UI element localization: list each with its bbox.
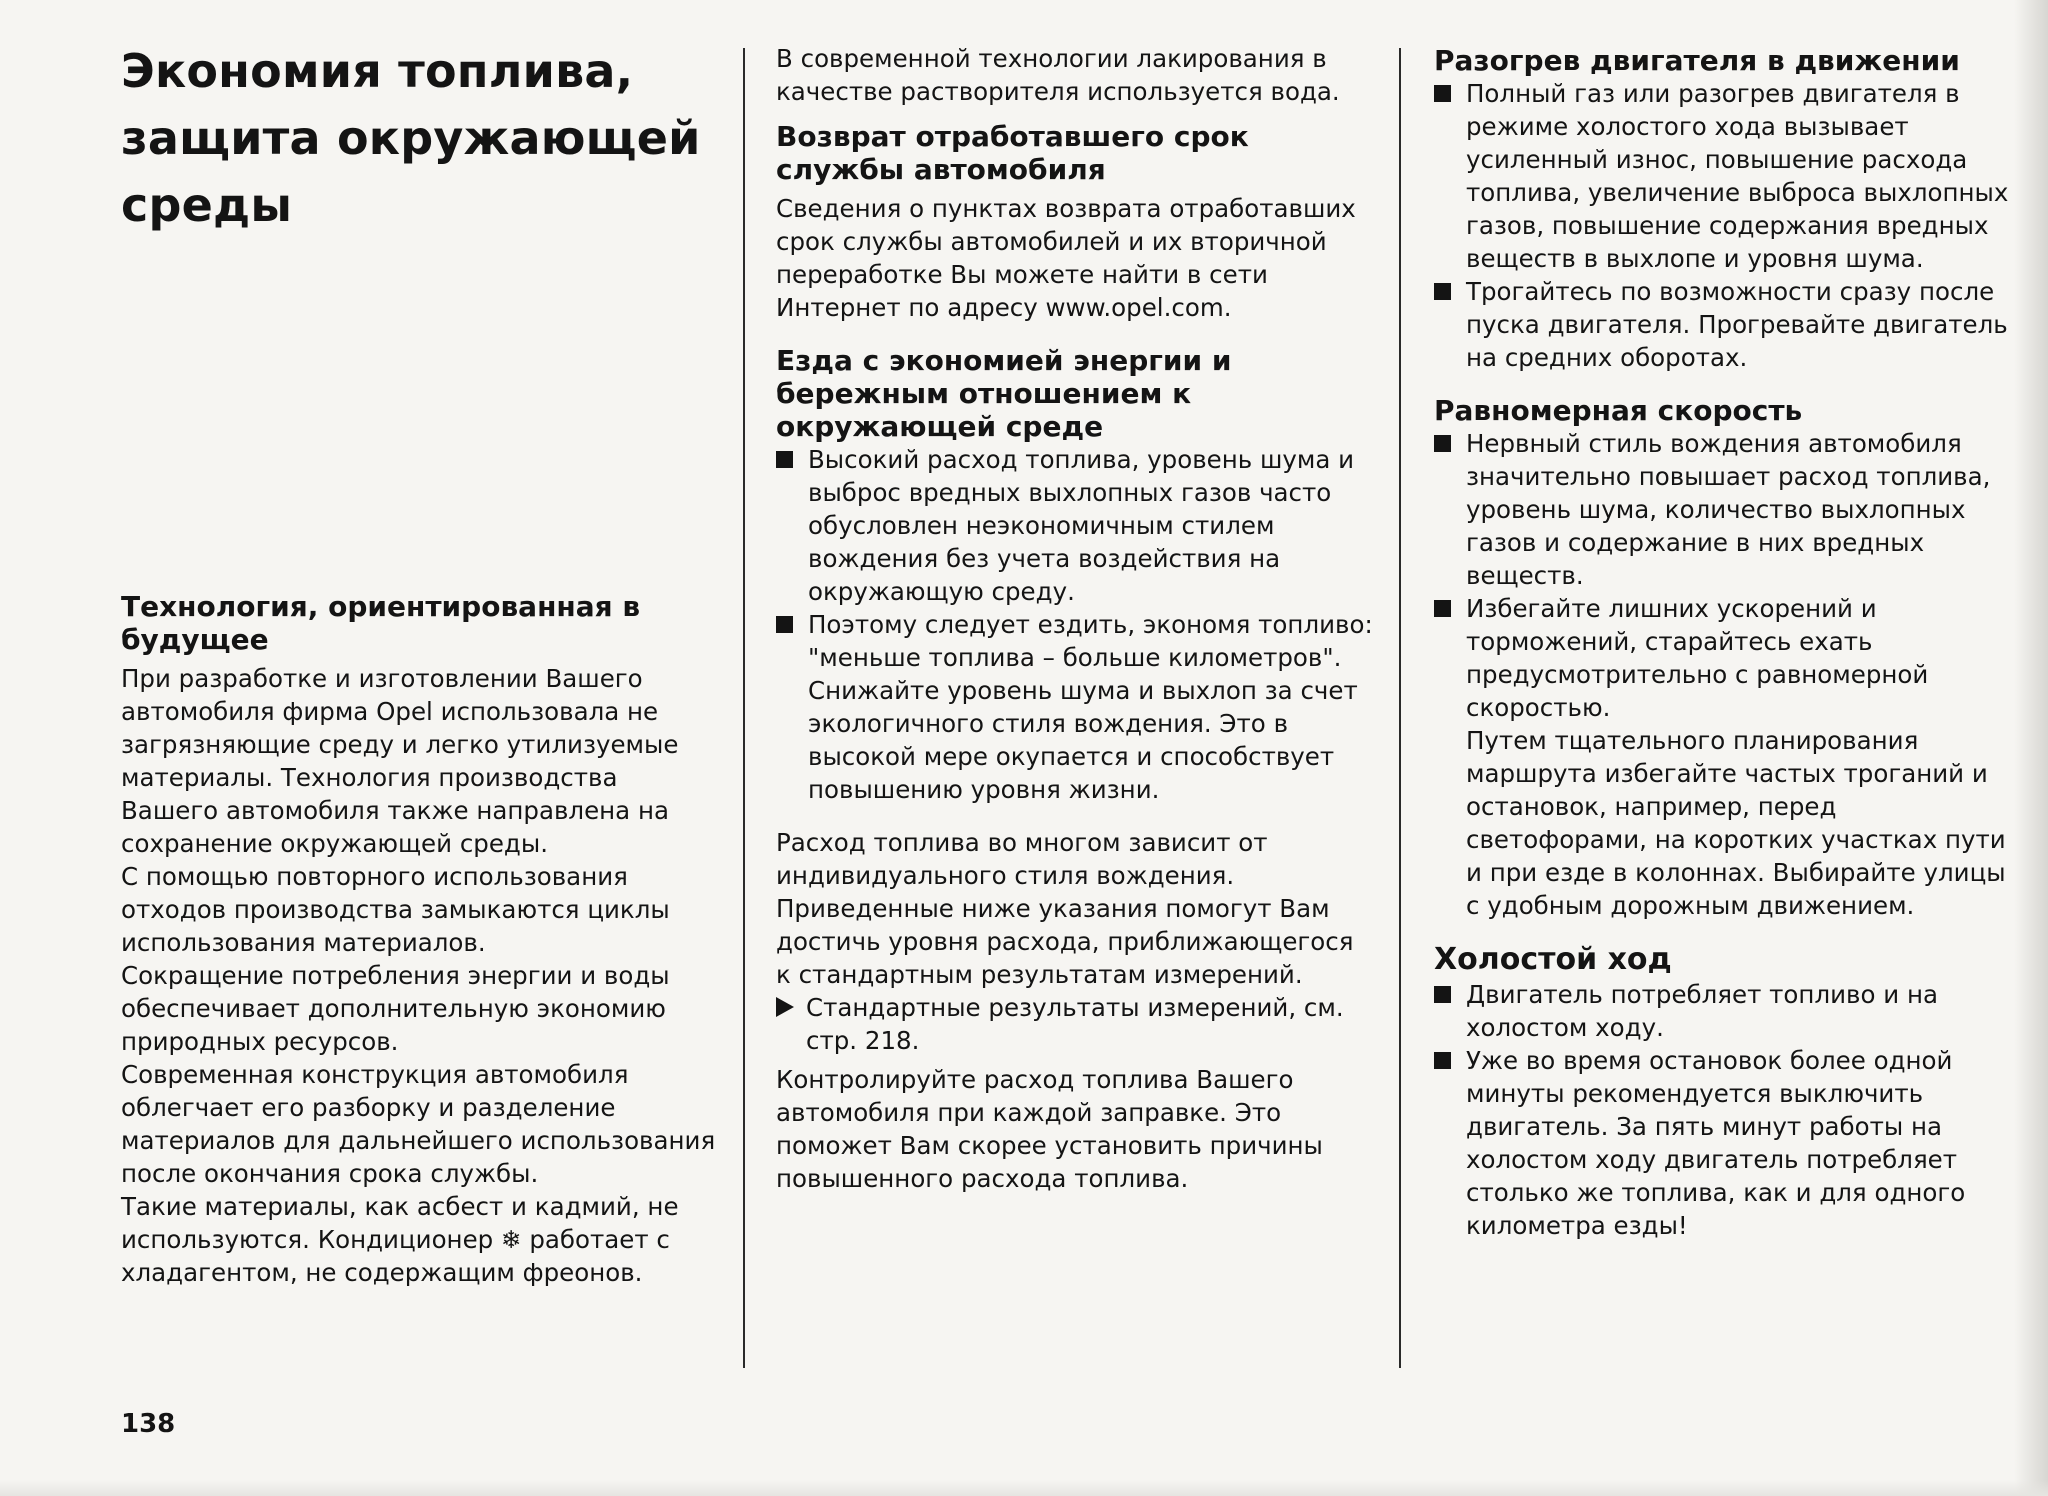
square-bullet-icon	[1434, 1052, 1451, 1069]
eco-bullet-2-text: Поэтому следует ездить, экономя топливо:	[808, 610, 1373, 639]
eco-driving-heading: Езда с экономией энергии и бережным отношением к окружающей среде	[776, 344, 1232, 443]
control-paragraph: Контролируйте расход топлива Вашего автомобиля при каждой заправке. Это поможет Вам скорее установить причины повышенного расхода топлива.	[776, 1065, 1323, 1193]
eco-bullet-1	[776, 443, 1376, 608]
square-bullet-icon	[776, 616, 793, 633]
warmup-heading: Разогрев двигателя в движении	[1434, 44, 1960, 77]
square-bullet-icon	[1434, 85, 1451, 102]
speed-more: Путем тщательного планирования маршрута избегайте частых троганий и остановок, например, перед светофорами, на коротких участках пути и при езде в колоннах. Выбирайте улицы с удобным дорожным движением.	[1466, 726, 2006, 920]
warmup-bullet-1	[1434, 77, 2018, 275]
column-divider-right	[1399, 48, 1401, 1368]
square-bullet-icon	[1434, 986, 1451, 1003]
left-column	[121, 0, 721, 1496]
square-bullet-icon	[1434, 435, 1451, 452]
tech-heading: Технология, ориентированная в будущее	[121, 590, 641, 656]
idle-bullet-1-text: Двигатель потребляет топливо и на холостом ходу.	[1466, 980, 1938, 1042]
speed-heading: Равномерная скорость	[1434, 394, 1803, 427]
lacquer-intro: В современной технологии лакирования в качестве растворителя используется вода.	[776, 44, 1340, 106]
eco-bullet-2-more: Снижайте уровень шума и выхлоп за счет экологичного стиля вождения. Это в высокой мере окупается и способствует повышению уровня жизни.	[808, 676, 1358, 804]
tech-paragraph-5-start: Такие материалы, как асбест и кадмий, не используются. Кондиционер	[121, 1192, 679, 1254]
return-heading: Возврат отработавшего срок службы автомобиля	[776, 120, 1249, 186]
measurement-reference-text: Стандартные результаты измерений, см. стр. 218.	[806, 993, 1344, 1055]
eco-bullet-2-quote: "меньше топлива – больше километров".	[808, 643, 1342, 672]
eco-bullet-1-text: Высокий расход топлива, уровень шума и выброс вредных выхлопных газов часто обусловлен неэкономичным стилем вождения без учета воздействия на окружающую среду.	[808, 445, 1355, 606]
title-line-1: Экономия топлива,	[121, 44, 634, 98]
tech-paragraph-1: При разработке и изготовлении Вашего автомобиля фирма Opel использовала не загрязняющие среду и легко утилизуемые материалы. Технология производства Вашего автомобиля также направлена на сохранение окружающей среды.	[121, 664, 679, 858]
square-bullet-icon	[776, 451, 793, 468]
warmup-bullet-2	[1434, 275, 2018, 374]
title-line-2: защита окружающей	[121, 111, 701, 165]
consumption-paragraph: Расход топлива во многом зависит от индивидуального стиля вождения. Приведенные ниже указания помогут Вам достичь уровня расхода, приближающегося к стандартным результатам измерений.	[776, 828, 1354, 989]
right-stack	[1434, 44, 2018, 1242]
speed-bullet-2	[1434, 592, 2018, 724]
speed-bullet-1	[1434, 427, 2018, 592]
tech-paragraph-5	[121, 1190, 721, 1289]
idle-bullet-1	[1434, 978, 2018, 1044]
middle-column	[776, 0, 1376, 1496]
return-paragraph: Сведения о пунктах возврата отработавших срок службы автомобилей и их вторичной переработке Вы можете найти в сети Интернет по адресу www.opel.com.	[776, 194, 1356, 322]
speed-bullet-2-text: Избегайте лишних ускорений и торможений, старайтесь ехать предусмотрительно с равномерной скоростью.	[1466, 594, 1929, 722]
speed-bullet-1-text: Нервный стиль вождения автомобиля значительно повышает расход топлива, уровень шума, количество выхлопных газов и содержание в них вредных веществ.	[1466, 429, 1991, 590]
square-bullet-icon	[1434, 283, 1451, 300]
measurement-reference	[776, 991, 1376, 1057]
right-triangle-icon	[776, 997, 794, 1017]
idle-bullet-2	[1434, 1044, 2018, 1242]
title-line-3: среды	[121, 178, 293, 232]
page-title	[121, 38, 741, 239]
snowflake-icon: ❄	[501, 1225, 522, 1254]
tech-paragraph-4: Современная конструкция автомобиля облегчает его разборку и разделение материалов для дальнейшего использования после окончания срока службы.	[121, 1060, 716, 1188]
eco-bullet-2	[776, 608, 1376, 641]
page-edge-shadow	[2014, 0, 2048, 1496]
tech-paragraph-3: Сокращение потребления энергии и воды обеспечивает дополнительную экономию природных ресурсов.	[121, 961, 670, 1056]
tech-paragraph-2: С помощью повторного использования отходов производства замыкаются циклы использования материалов.	[121, 862, 670, 957]
idle-bullet-2-text: Уже во время остановок более одной минуты рекомендуется выключить двигатель. За пять минут работы на холостом ходу двигатель потребляет столько же топлива, как и для одного километра езды!	[1466, 1046, 1966, 1240]
tech-section	[121, 590, 721, 1289]
warmup-bullet-2-text: Трогайтесь по возможности сразу после пуска двигателя. Прогревайте двигатель на средних оборотах.	[1466, 277, 2008, 372]
tech-paragraph-5-end: работает с хладагентом, не содержащим фреонов.	[121, 1225, 670, 1287]
right-column	[1434, 0, 2018, 1496]
middle-stack	[776, 42, 1376, 1195]
page-number: 138	[121, 1409, 176, 1439]
idle-heading: Холостой ход	[1434, 942, 1672, 977]
warmup-bullet-1-text: Полный газ или разогрев двигателя в режиме холостого хода вызывает усиленный износ, повышение расхода топлива, увеличение выброса выхлопных газов, повышение содержания вредных веществ в выхлопе и уровня шума.	[1466, 79, 2009, 273]
column-divider-left	[743, 48, 745, 1368]
square-bullet-icon	[1434, 600, 1451, 617]
